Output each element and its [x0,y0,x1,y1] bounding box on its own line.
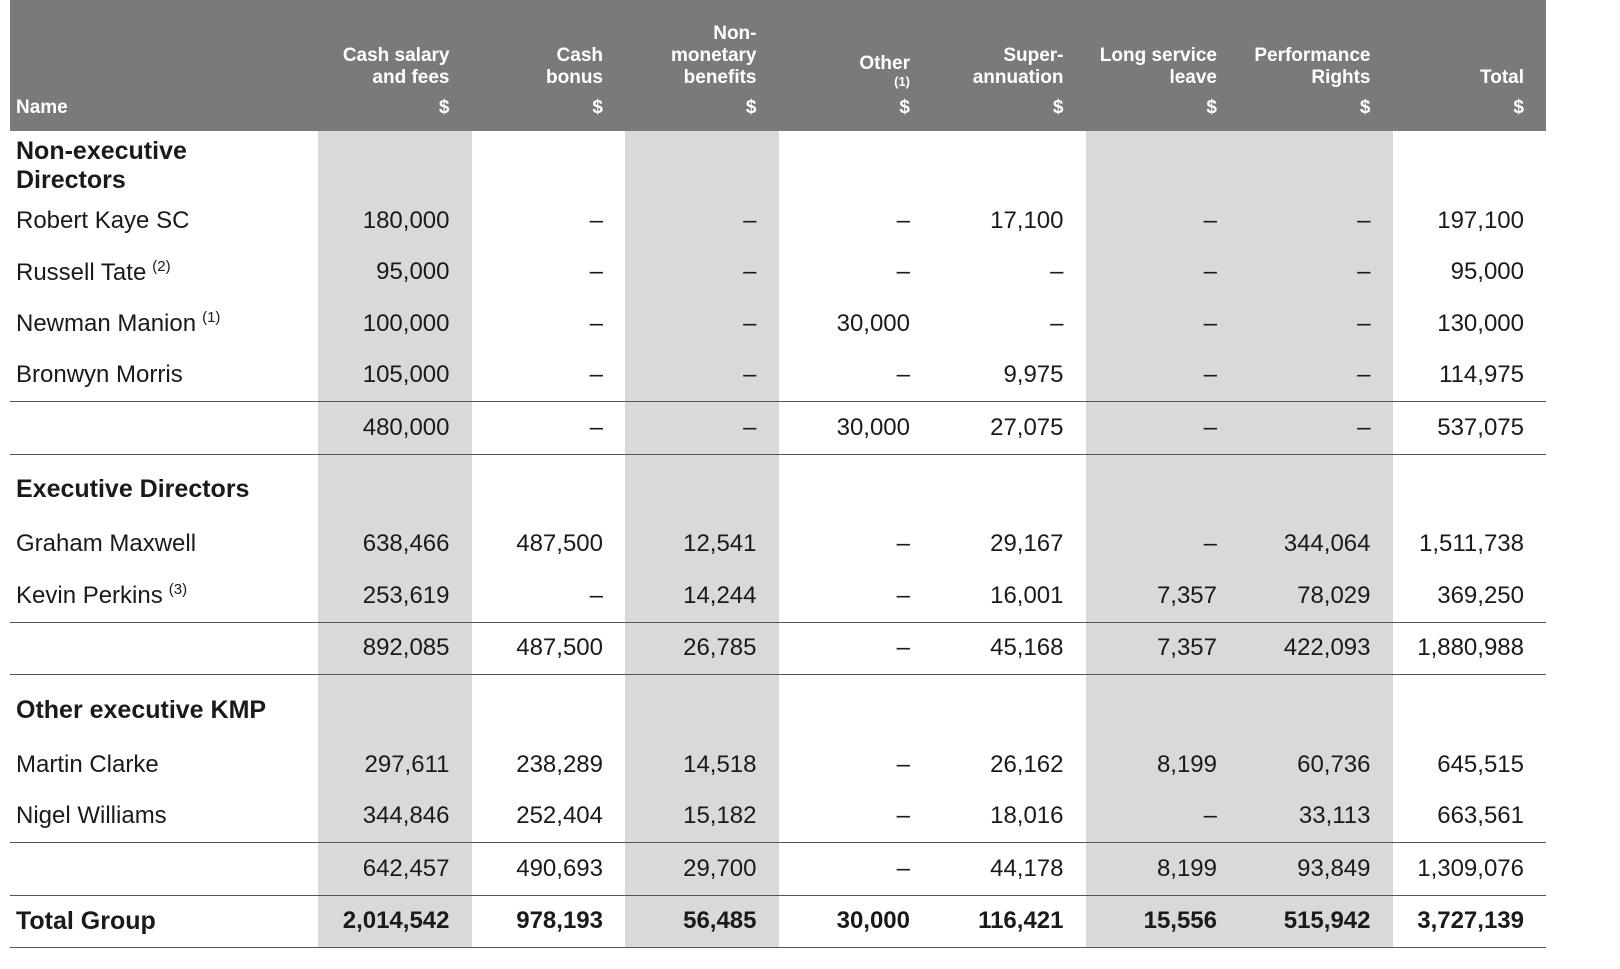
total-cell: 2,014,542 [318,895,472,948]
table-row [10,350,1546,402]
empty-cell [1393,131,1547,195]
person-name-cell [10,195,318,247]
person-name: Nigel Williams [16,802,167,830]
value-cell: 297,611 [318,739,472,791]
value-cell: 238,289 [516,750,603,778]
header-non-monetary-line0: Non- [713,23,757,44]
header-superannuation-line1: Super- [1003,45,1064,66]
subtotal-cell: – [1239,402,1393,455]
value-cell: 100,000 [318,298,472,350]
group-title: Executive Directors [10,454,318,519]
header-long-service-line1: Long service [1099,45,1217,66]
value-cell: 663,561 [1437,802,1524,830]
value-cell: – [589,581,603,609]
value-cell: – [625,195,779,247]
total-cell: 15,556 [1086,895,1240,948]
value-cell: 344,846 [318,791,472,843]
value-cell: – [1086,195,1240,247]
value-cell: – [589,309,603,337]
table-row [10,247,1546,299]
empty-cell [1239,675,1393,740]
subtotal-cell: 93,849 [1239,843,1393,896]
person-name: Robert Kaye SC [16,206,190,234]
value-cell: 252,404 [516,802,603,830]
header-non-monetary [625,0,779,131]
group-title: Non-executive Directors [16,137,187,194]
header-unit: $ [1513,97,1524,118]
header-row [10,0,1546,131]
total-cell: 116,421 [932,895,1086,948]
subtotal-label-cell [10,843,318,896]
value-cell: 18,016 [990,802,1064,830]
subtotal-label-cell [10,402,318,455]
subtotal-cell: 1,880,988 [1393,622,1547,675]
person-name-cell [10,247,318,299]
value-cell: – [896,361,910,389]
value-cell: 78,029 [1239,570,1393,622]
value-cell: 30,000 [836,309,910,337]
value-cell: – [896,581,910,609]
total-cell: 978,193 [472,895,626,948]
subtotal-cell: – [472,402,626,455]
table-row [10,298,1546,350]
person-name: Bronwyn Morris [16,361,183,389]
table-row [10,791,1546,843]
subtotal-cell: 8,199 [1086,843,1240,896]
header-long-service-leave [1086,0,1240,131]
empty-cell [472,131,626,195]
subtotal-cell: 422,093 [1239,622,1393,675]
subtotal-cell: 892,085 [318,622,472,675]
value-cell: – [589,206,603,234]
empty-cell [1393,454,1547,519]
subtotal-cell: 26,785 [625,622,779,675]
group-header-row [10,675,1546,740]
footnote-marker: (2) [152,257,171,275]
empty-cell [1086,675,1240,740]
value-cell: 60,736 [1239,739,1393,791]
empty-cell [779,675,933,740]
header-unit: $ [899,97,910,118]
header-total [1393,0,1547,131]
value-cell: – [1050,309,1064,337]
value-cell: – [1239,195,1393,247]
value-cell: 8,199 [1086,739,1240,791]
header-performance-rights [1239,0,1393,131]
empty-cell [1086,454,1240,519]
header-cash-salary-line1: Cash salary [342,45,450,66]
value-cell: 9,975 [1003,361,1064,389]
person-name: Russell Tate [16,258,147,286]
person-name: Kevin Perkins [16,582,163,610]
value-cell: 1,511,738 [1419,530,1524,558]
value-cell: 17,100 [990,206,1064,234]
person-name-cell [10,298,318,350]
empty-cell [1239,454,1393,519]
empty-cell [318,675,472,740]
empty-cell [472,675,626,740]
total-cell: 515,942 [1239,895,1393,948]
subtotal-cell: 537,075 [1393,402,1547,455]
value-cell: 645,515 [1437,750,1524,778]
subtotal-cell: – [1086,402,1240,455]
table-row [10,570,1546,622]
value-cell: – [896,530,910,558]
header-unit: $ [1206,97,1217,118]
value-cell: – [896,206,910,234]
value-cell: 253,619 [318,570,472,622]
empty-cell [318,454,472,519]
person-name-cell [10,519,318,571]
empty-cell [932,131,1086,195]
empty-cell [318,131,472,195]
person-name: Graham Maxwell [16,530,197,558]
subtotal-cell: 45,168 [932,622,1086,675]
value-cell: – [896,750,910,778]
empty-cell [625,675,779,740]
value-cell: 95,000 [1450,258,1524,286]
table-row [10,195,1546,247]
value-cell: 344,064 [1239,519,1393,571]
subtotal-row [10,622,1546,675]
value-cell: 114,975 [1439,361,1524,389]
header-non-monetary-line2: benefits [683,67,757,88]
value-cell: 12,541 [625,519,779,571]
header-performance-line1: Performance [1254,45,1371,66]
value-cell: – [589,258,603,286]
value-cell: 487,500 [516,530,603,558]
value-cell: – [896,258,910,286]
subtotal-cell: – [779,843,933,896]
subtotal-cell: 487,500 [472,622,626,675]
subtotal-row [10,402,1546,455]
subtotal-cell: 480,000 [318,402,472,455]
header-total-label: Total [1480,67,1524,88]
value-cell: 105,000 [318,350,472,402]
header-performance-line2: Rights [1311,67,1371,88]
header-cash-bonus-line2: bonus [546,67,603,88]
group-header-row [10,454,1546,519]
value-cell: 130,000 [1437,309,1524,337]
value-cell: 638,466 [318,519,472,571]
empty-cell [932,454,1086,519]
subtotal-cell: 1,309,076 [1393,843,1547,896]
value-cell: – [1239,350,1393,402]
value-cell: – [625,350,779,402]
remuneration-table-wrapper [10,0,1546,948]
footnote-marker: (1) [202,309,221,327]
header-cash-salary [318,0,472,131]
empty-cell [932,675,1086,740]
header-other-note: (1) [894,74,910,89]
value-cell: – [1239,298,1393,350]
empty-cell [625,131,779,195]
value-cell: 26,162 [990,750,1064,778]
header-long-service-line2: leave [1169,67,1217,88]
header-unit: $ [438,97,450,118]
value-cell: 29,167 [990,530,1064,558]
person-name: Martin Clarke [16,750,159,778]
table-body [10,131,1546,948]
value-cell: 14,518 [625,739,779,791]
total-group-row [10,895,1546,948]
subtotal-cell: 490,693 [472,843,626,896]
value-cell: 197,100 [1437,206,1524,234]
header-name: Name [10,0,318,131]
empty-cell [779,131,933,195]
table-row [10,739,1546,791]
value-cell: 369,250 [1437,581,1524,609]
value-cell: – [1239,247,1393,299]
subtotal-cell: 44,178 [932,843,1086,896]
subtotal-cell: 27,075 [932,402,1086,455]
subtotal-cell: 642,457 [318,843,472,896]
value-cell: – [896,802,910,830]
empty-cell [1086,131,1240,195]
total-cell: 56,485 [625,895,779,948]
value-cell: – [625,247,779,299]
value-cell: 180,000 [318,195,472,247]
value-cell: 7,357 [1086,570,1240,622]
person-name-cell [10,791,318,843]
value-cell: 15,182 [625,791,779,843]
value-cell: – [625,298,779,350]
header-other [779,0,933,131]
value-cell: – [1086,791,1240,843]
value-cell: – [589,361,603,389]
value-cell: 16,001 [990,581,1064,609]
group-title: Other executive KMP [10,675,318,740]
header-non-monetary-line1: monetary [670,45,757,66]
group-header-row [10,131,1546,195]
value-cell: – [1086,298,1240,350]
table-row [10,519,1546,571]
value-cell: – [1086,247,1240,299]
subtotal-cell: 7,357 [1086,622,1240,675]
empty-cell [472,454,626,519]
person-name-cell [10,570,318,622]
header-unit: $ [1052,97,1064,118]
empty-cell [1239,131,1393,195]
header-cash-bonus [472,0,626,131]
header-unit: $ [1359,97,1371,118]
header-other-line1: Other [859,53,910,74]
value-cell: 33,113 [1239,791,1393,843]
total-group-label: Total Group [10,895,318,948]
person-name-cell [10,350,318,402]
header-superannuation [932,0,1086,131]
header-cash-bonus-line1: Cash [556,45,603,66]
subtotal-cell: 30,000 [779,402,933,455]
total-cell: 3,727,139 [1393,895,1547,948]
value-cell: 14,244 [625,570,779,622]
subtotal-cell: – [625,402,779,455]
value-cell: – [1086,519,1240,571]
person-name: Newman Manion [16,310,197,338]
empty-cell [625,454,779,519]
header-cash-salary-line2: and fees [372,67,450,88]
empty-cell [779,454,933,519]
header-superannuation-line2: annuation [972,67,1064,88]
value-cell: 95,000 [318,247,472,299]
value-cell: – [1050,258,1064,286]
person-name-cell [10,739,318,791]
footnote-marker: (3) [168,581,188,599]
remuneration-table [10,0,1546,948]
empty-cell [1393,675,1547,740]
subtotal-cell: 29,700 [625,843,779,896]
header-unit: $ [592,97,603,118]
subtotal-row [10,843,1546,896]
subtotal-label-cell [10,622,318,675]
value-cell: – [1086,350,1240,402]
total-cell: 30,000 [779,895,933,948]
header-unit: $ [745,97,757,118]
subtotal-cell: – [779,622,933,675]
